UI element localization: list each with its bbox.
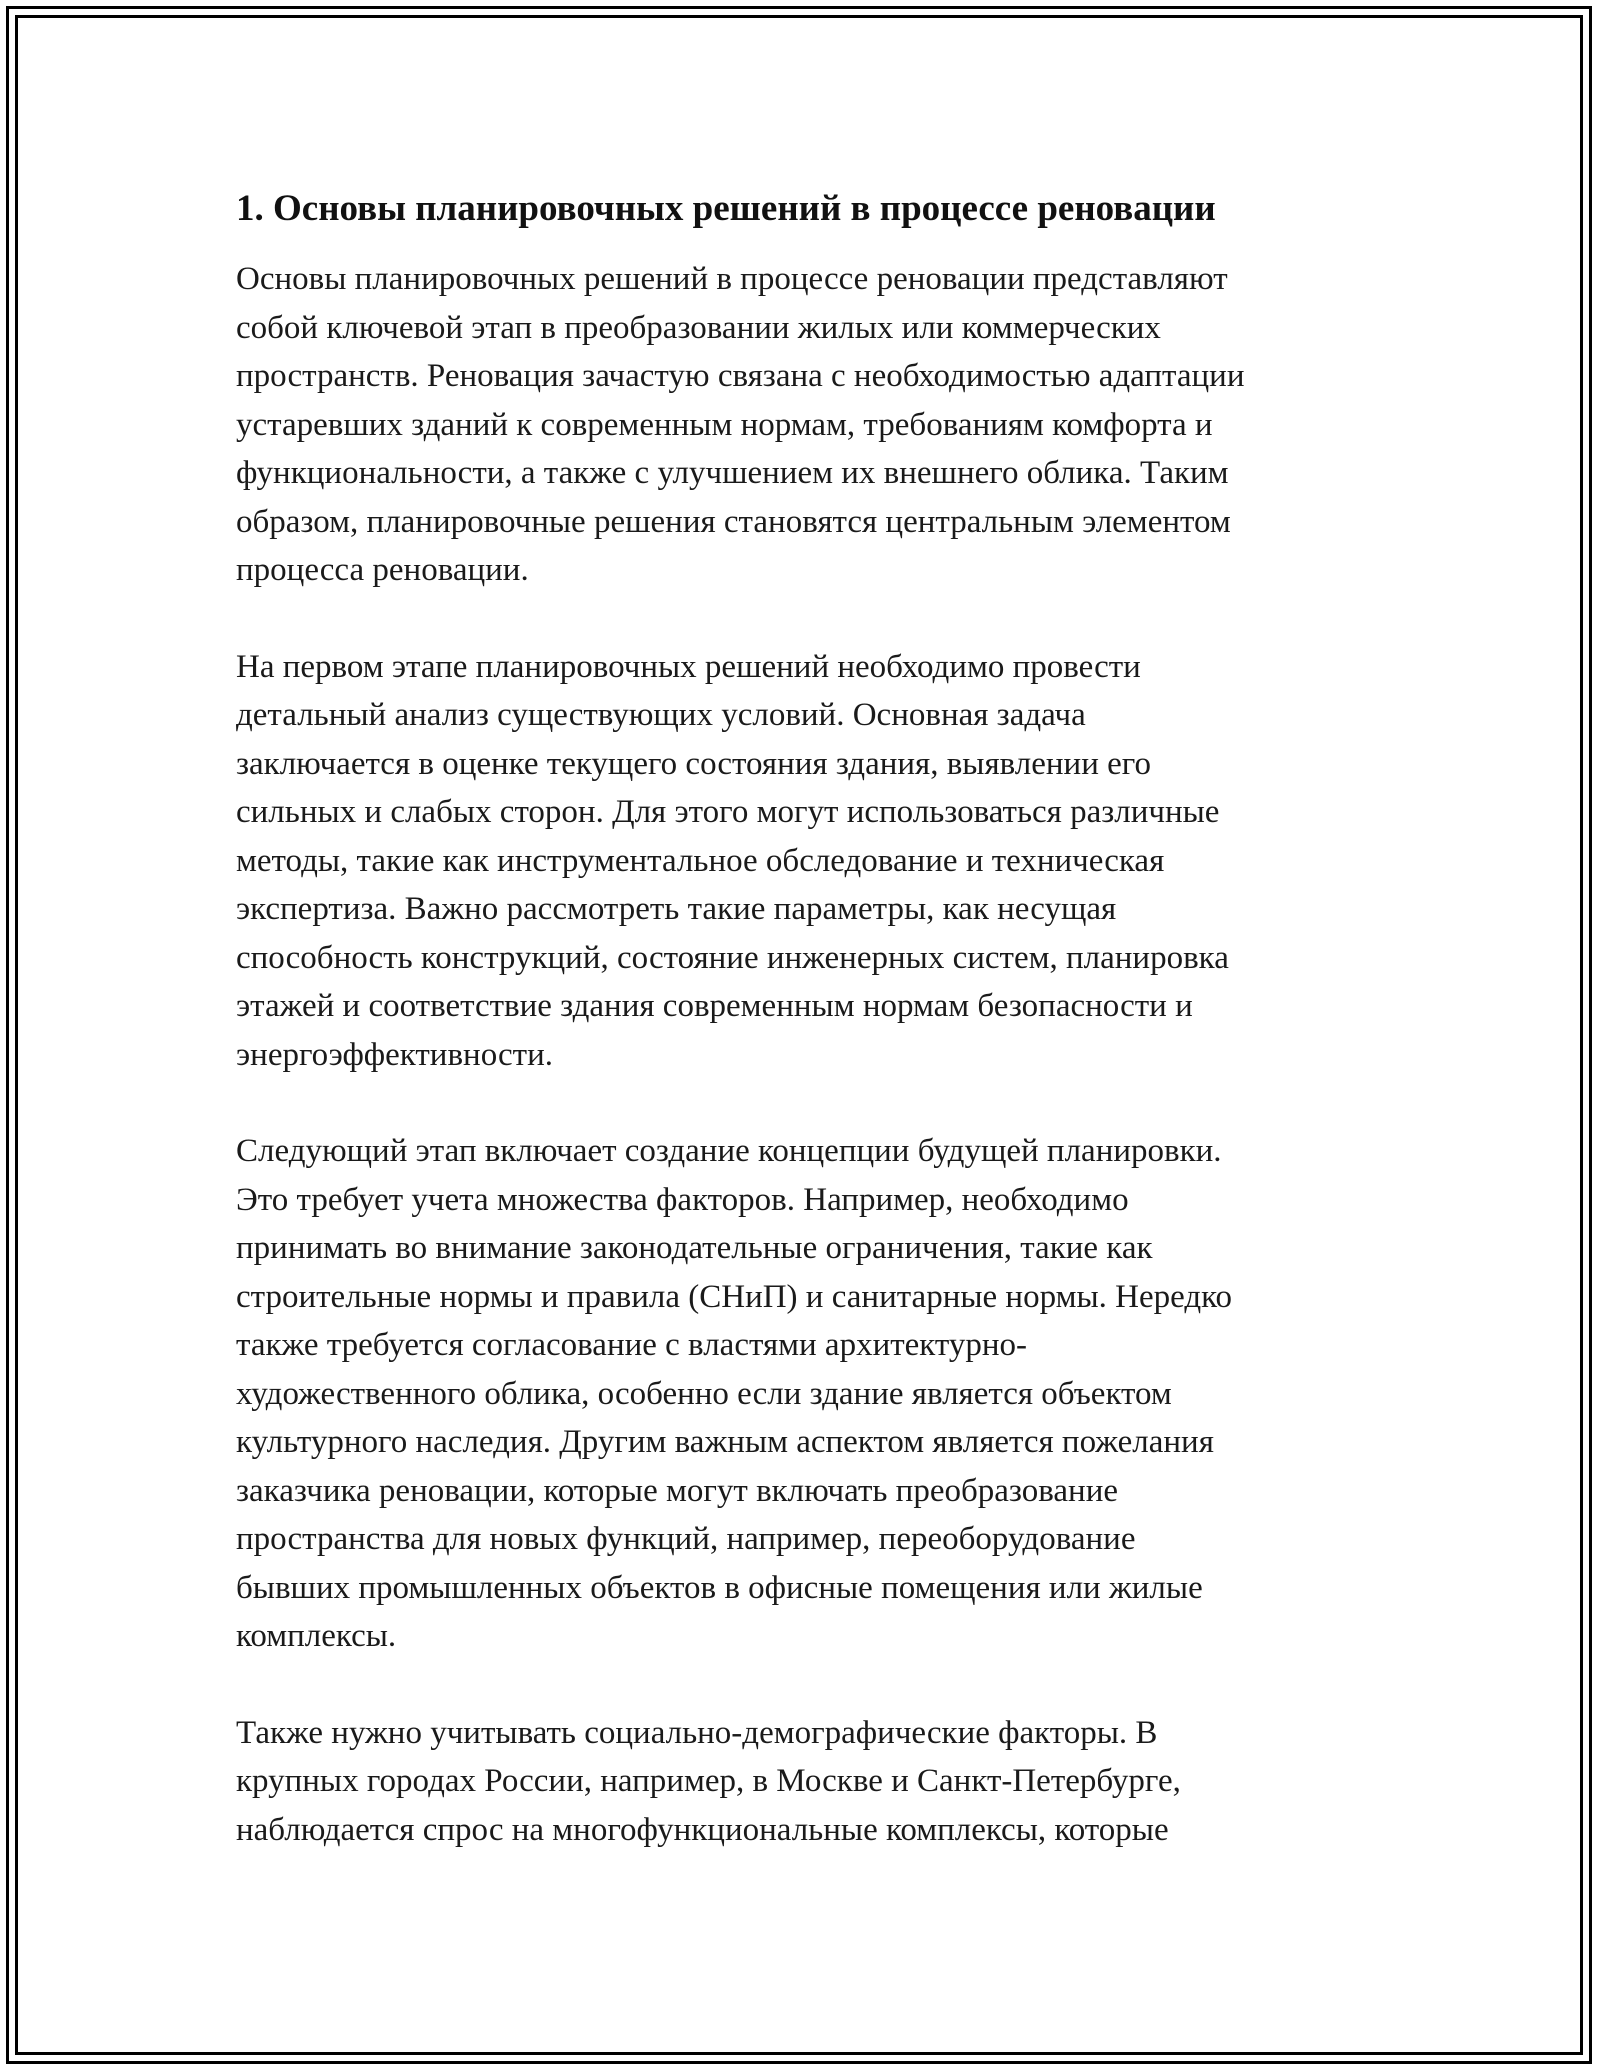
section-heading: 1. Основы планировочных решений в процессе реновации: [236, 188, 1216, 229]
paragraph-1: Основы планировочных решений в процессе реновации представляют собой ключевой этап в преобразовании жилых или коммерческих пространств. Реновация зачастую связана с необходимостью адаптации устаревших зданий к современным нормам, требованиям комфорта и функциональности, а также с улучшением их внешнего облика. Таким образом, планировочные решения становятся центральным элементом процесса реновации.: [236, 261, 1245, 588]
paragraph-4: Также нужно учитывать социально-демографические факторы. В крупных городах России, например, в Москве и Санкт-Петербурге, наблюдается спрос на многофункциональные комплексы, которые: [236, 1714, 1181, 1848]
paragraph-3: Следующий этап включает создание концепции будущей планировки. Это требует учета множества факторов. Например, необходимо принимать во внимание законодательные ограничения, такие как строительные нормы и правила (СНиП) и санитарные нормы. Нередко также требуется согласование с властями архитектурно- художественного облика, особенно если здание является объектом культурного наследия. Другим важным аспектом является пожелания заказчика реновации, которые могут включать преобразование пространства для новых функций, например, переоборудование бывших промышленных объектов в офисные помещения или жилые комплексы.: [236, 1133, 1232, 1654]
document-body: [236, 185, 1376, 1902]
paragraph-2: На первом этапе планировочных решений необходимо провести детальный анализ существующих условий. Основная задача заключается в оценке текущего состояния здания, выявлении его сильных и слабых сторон. Для этого могут использоваться различные методы, такие как инструментальное обследование и техническая экспертиза. Важно рассмотреть такие параметры, как несущая способность конструкций, состояние инженерных систем, планировка этажей и соответствие здания современным нормам безопасности и энергоэффективности.: [236, 648, 1229, 1073]
